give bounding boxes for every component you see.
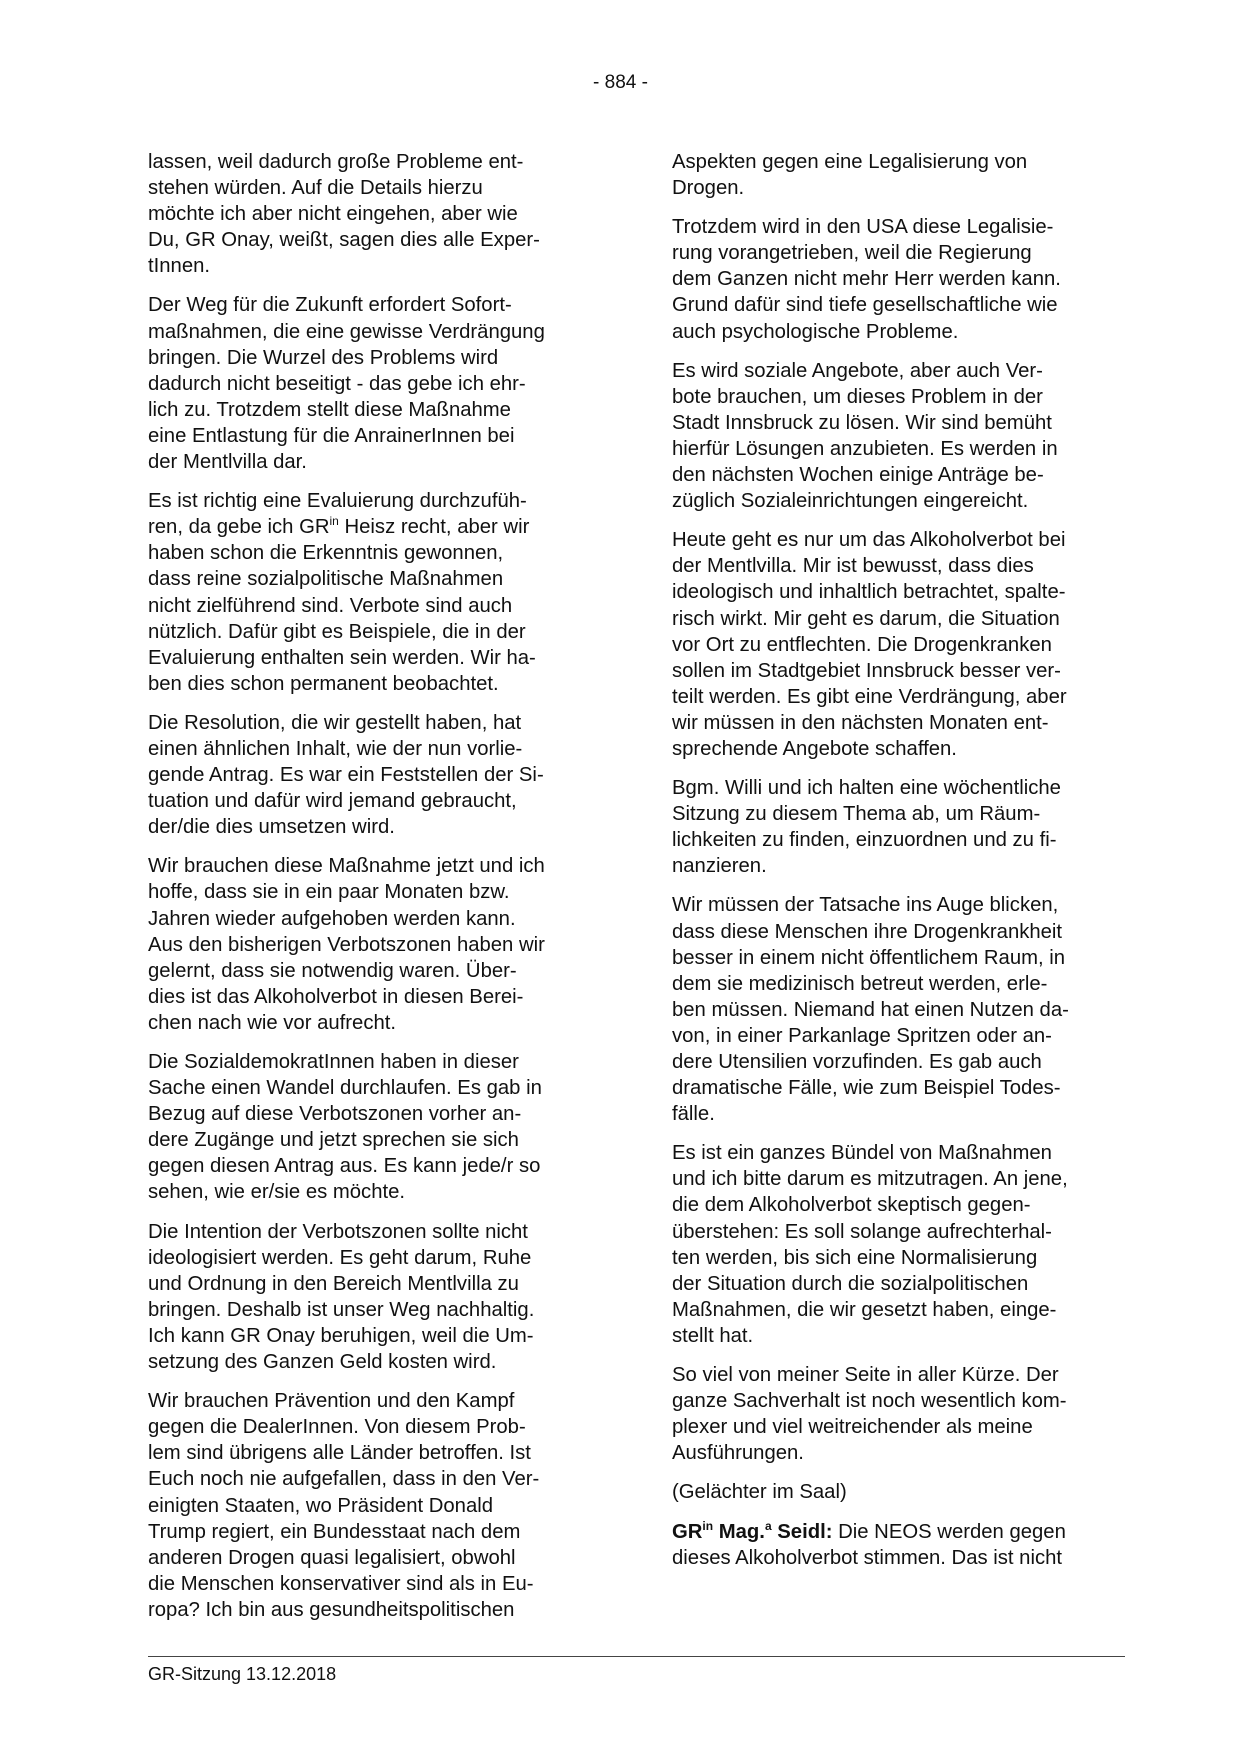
text-line: gende Antrag. Es war ein Feststellen der Si- [148, 764, 544, 787]
text-line: Du, GR Onay, weißt, sagen dies alle Exper- [148, 229, 540, 252]
paragraph [148, 853, 600, 1036]
text-fragment: Heisz recht, aber wir [338, 516, 530, 539]
text-line: risch wirkt. Mir geht es darum, die Situation [672, 607, 1060, 630]
text-line: möchte ich aber nicht eingehen, aber wie [148, 203, 518, 226]
text-line: Die Intention der Verbotszonen sollte nicht [148, 1220, 528, 1243]
text-line: sprechende Angebote schaffen. [672, 737, 957, 760]
paragraph [672, 214, 1124, 344]
text-line: ben dies schon permanent beobachtet. [148, 672, 499, 695]
text-line: und Ordnung in den Bereich Mentlvilla zu [148, 1272, 519, 1295]
text-line: von, in einer Parkanlage Spritzen oder an- [672, 1024, 1052, 1047]
paragraph [672, 775, 1124, 879]
text-line: eine Entlastung für die AnrainerInnen bei [148, 424, 515, 447]
text-line: anderen Drogen quasi legalisiert, obwohl [148, 1546, 516, 1569]
text-line: chen nach wie vor aufrecht. [148, 1011, 397, 1034]
text-line: Wir brauchen Prävention und den Kampf [148, 1390, 515, 1413]
text-line: nanzieren. [672, 855, 767, 878]
text-line: (Gelächter im Saal) [672, 1481, 847, 1504]
text-line: sehen, wie er/sie es möchte. [148, 1181, 406, 1204]
text-line: sollen im Stadtgebiet Innsbruck besser ver- [672, 659, 1061, 682]
paragraph [672, 1362, 1124, 1466]
text-line: Trump regiert, ein Bundesstaat nach dem [148, 1520, 521, 1543]
text-line: Bezug auf diese Verbotszonen vorher an- [148, 1103, 522, 1126]
text-line: Evaluierung enthalten sein werden. Wir ha- [148, 646, 536, 669]
text-line: dem sie medizinisch betreut werden, erle- [672, 972, 1048, 995]
text-line: die dem Alkoholverbot skeptisch gegen- [672, 1194, 1031, 1217]
paragraph [672, 892, 1124, 1127]
text-line: dem Ganzen nicht mehr Herr werden kann. [672, 268, 1061, 291]
text-line: teilt werden. Es gibt eine Verdrängung, aber [672, 685, 1067, 708]
text-line: Es ist ein ganzes Bündel von Maßnahmen [672, 1142, 1052, 1165]
text-line: Der Weg für die Zukunft erfordert Sofort- [148, 294, 512, 317]
text-line: bringen. Die Wurzel des Problems wird [148, 346, 499, 369]
text-line: der Mentlvilla. Mir ist bewusst, dass dies [672, 555, 1034, 578]
text-line: Die SozialdemokratInnen haben in dieser [148, 1051, 519, 1073]
text-line: ten werden, bis sich eine Normalisierung [672, 1246, 1038, 1269]
text-line: der Situation durch die sozialpolitischen [672, 1272, 1029, 1295]
text-line: Aus den bisherigen Verbotszonen haben wir [148, 933, 545, 956]
text-line: dere Utensilien vorzufinden. Es gab auch [672, 1051, 1042, 1073]
text-line: Sache einen Wandel durchlaufen. Es gab in [148, 1077, 542, 1100]
text-line: plexer und viel weitreichender als meine [672, 1416, 1033, 1439]
paragraph [148, 710, 600, 840]
text-line: ropa? Ich bin aus gesundheitspolitischen [148, 1598, 515, 1621]
text-line: Stadt Innsbruck zu lösen. Wir sind bemüht [672, 411, 1052, 434]
paragraph [148, 1049, 600, 1206]
text-line: Euch noch nie aufgefallen, dass in den Ver- [148, 1468, 540, 1491]
text-line: der/die dies umsetzen wird. [148, 816, 395, 839]
text-line: dadurch nicht beseitigt - das gebe ich ehr- [148, 372, 526, 395]
text-line: Drogen. [672, 177, 745, 200]
text-line: lich zu. Trotzdem stellt diese Maßnahme [148, 398, 511, 421]
text-line: Es ist richtig eine Evaluierung durchzufüh- [148, 490, 527, 513]
text-line: Heute geht es nur um das Alkoholverbot bei [672, 529, 1066, 552]
text-line: Ausführungen. [672, 1442, 804, 1465]
footer-text: GR-Sitzung 13.12.2018 [148, 1664, 337, 1684]
text-line: Bgm. Willi und ich halten eine wöchentliche [672, 777, 1061, 800]
text-line: Aspekten gegen eine Legalisierung von [672, 151, 1028, 173]
text-line: haben schon die Erkenntnis gewonnen, [148, 542, 504, 565]
text-line: lassen, weil dadurch große Probleme ent- [148, 151, 524, 173]
text-line: tuation und dafür wird jemand gebraucht, [148, 790, 517, 813]
text-line: einen ähnlichen Inhalt, wie der nun vorlie- [148, 737, 523, 760]
paragraph [672, 358, 1124, 515]
text-line: wir müssen in den nächsten Monaten ent- [672, 711, 1049, 734]
paragraph [672, 1479, 1124, 1505]
text-line: stehen würden. Auf die Details hierzu [148, 177, 483, 200]
paragraph [148, 1388, 600, 1623]
text-line: fälle. [672, 1103, 715, 1126]
text-line: und ich bitte darum es mitzutragen. An jene, [672, 1168, 1068, 1191]
text-line: $GR^{in}$ Mag.$^a$ Seidl: Die NEOS werden gegen [672, 1518, 1066, 1543]
text-line: So viel von meiner Seite in aller Kürze. Der [672, 1364, 1059, 1387]
left-column [148, 149, 600, 1636]
text-line: den nächsten Wochen einige Anträge be- [672, 464, 1044, 487]
text-line: die Menschen konservativer sind als in Eu- [148, 1572, 534, 1595]
paragraph [148, 149, 600, 279]
speaker-name: $GR^{in}$ Mag.$^a$ Seidl: [672, 1518, 833, 1543]
text-line: ideologisiert werden. Es geht darum, Ruhe [148, 1246, 532, 1269]
text-line: einigten Staaten, wo Präsident Donald [148, 1494, 494, 1517]
text-line: bote brauchen, um dieses Problem in der [672, 385, 1043, 408]
text-line: gegen die DealerInnen. Von diesem Prob- [148, 1416, 526, 1439]
text-line: dramatische Fälle, wie zum Beispiel Todes- [672, 1077, 1061, 1100]
text-line: ben müssen. Niemand hat einen Nutzen da- [672, 998, 1069, 1021]
text-line: stellt hat. [672, 1324, 754, 1347]
text-line: Maßnahmen, die wir gesetzt haben, einge- [672, 1298, 1057, 1321]
text-line: dieses Alkoholverbot stimmen. Das ist nicht [672, 1546, 1063, 1569]
text-line: lichkeiten zu finden, einzuordnen und zu fi- [672, 829, 1057, 852]
text-line: rung vorangetrieben, weil die Regierung [672, 242, 1032, 265]
text-line: gegen diesen Antrag aus. Es kann jede/r so [148, 1155, 541, 1178]
paragraph [672, 527, 1124, 762]
text-line: züglich Sozialeinrichtungen eingereicht. [672, 490, 1029, 513]
paragraph [148, 488, 600, 697]
right-column [672, 149, 1124, 1584]
footer-rule [148, 1656, 1125, 1657]
text-line: auch psychologische Probleme. [672, 320, 959, 343]
paragraph [672, 1140, 1124, 1349]
text-line: hierfür Lösungen anzubieten. Es werden in [672, 437, 1058, 460]
text-line: tInnen. [148, 255, 211, 278]
text-line: Sitzung zu diesem Thema ab, um Räum- [672, 803, 1041, 826]
text-line: dere Zugänge und jetzt sprechen sie sich [148, 1129, 519, 1152]
text-line: Ich kann GR Onay beruhigen, weil die Um- [148, 1324, 534, 1347]
text-line: überstehen: Es soll solange aufrechterhal- [672, 1220, 1052, 1243]
page-number: - 884 - [593, 72, 648, 93]
text-line: nützlich. Dafür gibt es Beispiele, die in der [148, 620, 526, 643]
text-line: nicht zielführend sind. Verbote sind auch [148, 594, 513, 617]
text-line: Wir brauchen diese Maßnahme jetzt und ich [148, 855, 545, 878]
text-line: Es wird soziale Angebote, aber auch Ver- [672, 359, 1043, 382]
text-line: Die Resolution, die wir gestellt haben, hat [148, 711, 522, 734]
text-line: besser in einem nicht öffentlichem Raum, in [672, 946, 1066, 969]
text-line: Jahren wieder aufgehoben werden kann. [148, 907, 516, 930]
paragraph [148, 1219, 600, 1376]
text-line: ren, da gebe ich $GR^{in}$ Heisz recht, aber wir [148, 514, 530, 539]
text-line: hoffe, dass sie in ein paar Monaten bzw. [148, 881, 510, 904]
text-line: setzung des Ganzen Geld kosten wird. [148, 1351, 497, 1374]
text-line: dies ist das Alkoholverbot in diesen Berei- [148, 985, 524, 1008]
text-line: lem sind übrigens alle Länder betroffen. Ist [148, 1442, 531, 1465]
text-line: vor Ort zu entflechten. Die Drogenkranken [672, 633, 1052, 656]
text-line: Trotzdem wird in den USA diese Legalisie- [672, 216, 1054, 239]
text-line: gelernt, dass sie notwendig waren. Über- [148, 959, 517, 982]
paragraph [148, 292, 600, 475]
text-line: Wir müssen der Tatsache ins Auge blicken, [672, 894, 1059, 917]
paragraph [672, 149, 1124, 201]
text-line: bringen. Deshalb ist unser Weg nachhaltig. [148, 1298, 535, 1321]
text-line: maßnahmen, die eine gewisse Verdrängung [148, 320, 545, 343]
text-line: dass diese Menschen ihre Drogenkrankheit [672, 920, 1063, 943]
text-line: Grund dafür sind tiefe gesellschaftliche wie [672, 294, 1058, 317]
text-line: ganze Sachverhalt ist noch wesentlich kom- [672, 1390, 1067, 1413]
superscript: in [329, 514, 339, 529]
speaker-paragraph [672, 1519, 1124, 1571]
text-line: ideologisch und inhaltlich betrachtet, spalte- [672, 581, 1066, 604]
text-line: der Mentlvilla dar. [148, 451, 307, 474]
text-line: dass reine sozialpolitische Maßnahmen [148, 568, 504, 591]
